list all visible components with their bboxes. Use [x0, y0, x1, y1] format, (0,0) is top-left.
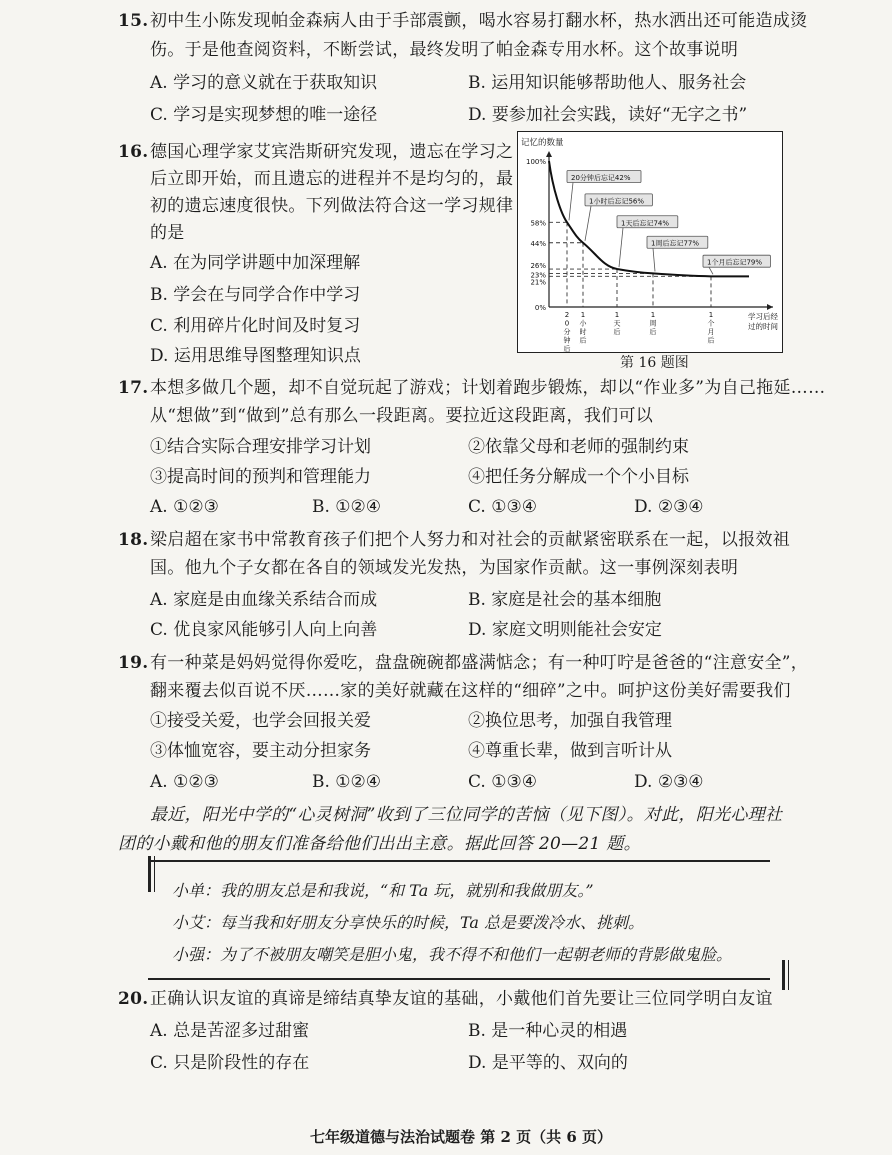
- q17-statement-1: ①结合实际合理安排学习计划: [150, 437, 371, 457]
- q15-option-d: D. 要参加社会实践，读好“无字之书”: [468, 105, 748, 125]
- annotation-label: 1周后忘记77%: [651, 239, 700, 248]
- x-axis-label: 学习后经: [748, 312, 778, 321]
- x-tick-label: 1: [580, 311, 586, 319]
- x-tick-label: 钟: [563, 336, 571, 345]
- q19-option-a: A. ①②③: [150, 772, 219, 792]
- q19-statement-1: ①接受关爱，也学会回报关爱: [150, 711, 371, 731]
- q19-option-c: C. ①③④: [468, 772, 537, 792]
- box-left-bar-thin: [154, 856, 155, 892]
- annotation-label: 1个月后忘记79%: [707, 258, 763, 267]
- annotation-label: 1小时后忘记56%: [589, 197, 645, 206]
- x-tick-label: 个: [707, 319, 715, 328]
- intro-line2: 团的小戴和他的朋友们准备给他们出出主意。据此回答 20—21 题。: [118, 834, 641, 854]
- x-tick-label: 1: [708, 311, 714, 319]
- q15-stem-line1: 初中生小陈发现帕金森病人由于手部震颤，喝水容易打翻水杯，热水洒出还可能造成烫: [150, 11, 808, 31]
- y-tick-label: 26%: [530, 262, 546, 271]
- q17-statement-3: ③提高时间的预判和管理能力: [150, 467, 371, 487]
- q17-stem-line1: 本想多做几个题，却不自觉玩起了游戏；计划着跑步锻炼，却以“作业多”为自己拖延……: [150, 378, 826, 398]
- q16-option-b: B. 学会在与同学合作中学习: [150, 285, 361, 305]
- q17-statement-2: ②依靠父母和老师的强制约束: [468, 437, 689, 457]
- q17-option-a: A. ①②③: [150, 497, 219, 517]
- q20-option-d: D. 是平等的、双向的: [468, 1053, 628, 1073]
- x-tick-label: 1: [650, 311, 656, 319]
- q16-option-a: A. 在为同学讲题中加深理解: [150, 253, 361, 273]
- x-tick-label: 时: [579, 328, 587, 336]
- q19-statement-4: ④尊重长辈，做到言听计从: [468, 741, 672, 761]
- q17-statement-4: ④把任务分解成一个个小目标: [468, 467, 689, 487]
- y-tick-label: 44%: [530, 239, 546, 248]
- x-tick-label: 0: [564, 319, 570, 328]
- box-line-xiaoqiang: 小强：为了不被朋友嘲笑是胆小鬼，我不得不和他们一起朝老师的背影做鬼脸。: [172, 945, 733, 964]
- x-tick-label: 周: [649, 319, 657, 328]
- q18-number: 18.: [118, 530, 149, 550]
- q15-option-b: B. 运用知识能够帮助他人、服务社会: [468, 73, 747, 93]
- q20-option-c: C. 只是阶段性的存在: [150, 1053, 310, 1073]
- x-tick-label: 分: [563, 328, 571, 336]
- q16-number: 16.: [118, 142, 149, 162]
- q19-stem-line1: 有一种菜是妈妈觉得你爱吃，盘盘碗碗都盛满惦念；有一种叮咛是爸爸的“注意安全”，: [150, 653, 809, 673]
- q15-number: 15.: [118, 11, 149, 31]
- q18-option-c: C. 优良家风能够引人向上向善: [150, 620, 378, 640]
- q17-stem-line2: 从“想做”到“做到”总有那么一段距离。要拉近这段距离，我们可以: [150, 406, 654, 426]
- y-tick-label: 58%: [530, 219, 546, 228]
- x-tick-label: 后: [563, 345, 571, 353]
- q20-number: 20.: [118, 989, 149, 1009]
- q20-option-a: A. 总是苦涩多过甜蜜: [150, 1021, 310, 1041]
- q16-stem-line1: 德国心理学家艾宾浩斯研究发现，遗忘在学习之: [150, 142, 514, 162]
- q16-stem-line3: 初的遗忘速度很快。下列做法符合这一学习规律: [150, 196, 514, 216]
- q19-statement-2: ②换位思考，加强自我管理: [468, 711, 672, 731]
- intro-line1: 最近，阳光中学的“心灵树洞”收到了三位同学的苦恼（见下图）。对此，阳光心理社: [150, 805, 783, 825]
- q17-option-d: D. ②③④: [634, 497, 704, 517]
- q18-stem-line1: 梁启超在家书中常教育孩子们把个人努力和对社会的贡献紧密联系在一起，以报效祖: [150, 530, 791, 550]
- y-tick-label: 100%: [525, 158, 546, 166]
- q17-number: 17.: [118, 378, 149, 398]
- q18-option-a: A. 家庭是由血缘关系结合而成: [150, 590, 378, 610]
- q16-stem-line2: 后立即开始，而且遗忘的进程并不是均匀的，最: [150, 169, 514, 189]
- box-line-xiaodan: 小单：我的朋友总是和我说，“和 Ta 玩，就别和我做朋友。”: [172, 881, 594, 900]
- q18-option-b: B. 家庭是社会的基本细胞: [468, 590, 662, 610]
- q19-option-b: B. ①②④: [312, 772, 382, 792]
- q15-stem-line2: 伤。于是他查阅资料，不断尝试，最终发明了帕金森专用水杯。这个故事说明: [150, 40, 739, 60]
- q19-number: 19.: [118, 653, 149, 673]
- q19-option-d: D. ②③④: [634, 772, 704, 792]
- y-tick-label: 23%: [530, 271, 546, 280]
- page-footer: 七年级道德与法治试题卷 第 2 页（共 6 页）: [310, 1128, 612, 1146]
- y-tick-label: 21%: [530, 278, 546, 287]
- q16-stem-line4: 的是: [150, 223, 185, 243]
- q19-statement-3: ③体恤宽容，要主动分担家务: [150, 741, 371, 761]
- x-tick-label: 月: [707, 328, 715, 336]
- x-axis-label-cont: 过的时间: [748, 322, 778, 331]
- q20-stem-line1: 正确认识友谊的真谛是缔结真挚友谊的基础，小戴他们首先要让三位同学明白友谊: [150, 989, 773, 1009]
- forgetting-curve-chart: [517, 131, 783, 375]
- q20-option-b: B. 是一种心灵的相遇: [468, 1021, 628, 1041]
- q17-option-c: C. ①③④: [468, 497, 537, 517]
- x-tick-label: 后: [613, 328, 621, 336]
- q15-option-a: A. 学习的意义就在于获取知识: [150, 73, 378, 93]
- q15-option-c: C. 学习是实现梦想的唯一途径: [150, 105, 378, 125]
- q16-option-d: D. 运用思维导图整理知识点: [150, 346, 361, 366]
- x-tick-label: 后: [579, 336, 587, 345]
- x-tick-label: 后: [707, 336, 715, 345]
- box-left-bar: [148, 856, 151, 892]
- x-tick-label: 2: [564, 311, 570, 319]
- q17-option-b: B. ①②④: [312, 497, 382, 517]
- x-tick-label: 后: [649, 328, 657, 336]
- q18-stem-line2: 国。他九个子女都在各自的领域发光发热，为国家作贡献。这一事例深刻表明: [150, 558, 739, 578]
- forgetting-curve-svg: [517, 131, 783, 353]
- x-tick-label: 小: [579, 319, 587, 328]
- box-line-xiaoai: 小艾：每当我和好朋友分享快乐的时候，Ta 总是要泼冷水、挑刺。: [172, 913, 645, 932]
- box-right-bar: [782, 960, 785, 990]
- x-tick-label: 1: [614, 311, 620, 319]
- y-tick-label: 0%: [534, 304, 546, 312]
- y-axis-label: 记忆的数量: [521, 138, 564, 148]
- annotation-label: 1天后忘记74%: [621, 219, 670, 228]
- box-right-bar-thin: [788, 960, 789, 990]
- q16-figure-caption: 第 16 题图: [620, 355, 689, 371]
- q18-option-d: D. 家庭文明则能社会安定: [468, 620, 662, 640]
- q16-option-c: C. 利用碎片化时间及时复习: [150, 316, 361, 336]
- q19-stem-line2: 翻来覆去似百说不厌……家的美好就藏在这样的“细碎”之中。呵护这份美好需要我们: [150, 681, 791, 701]
- x-tick-label: 天: [613, 319, 621, 328]
- annotation-label: 20分钟后忘记42%: [571, 174, 631, 183]
